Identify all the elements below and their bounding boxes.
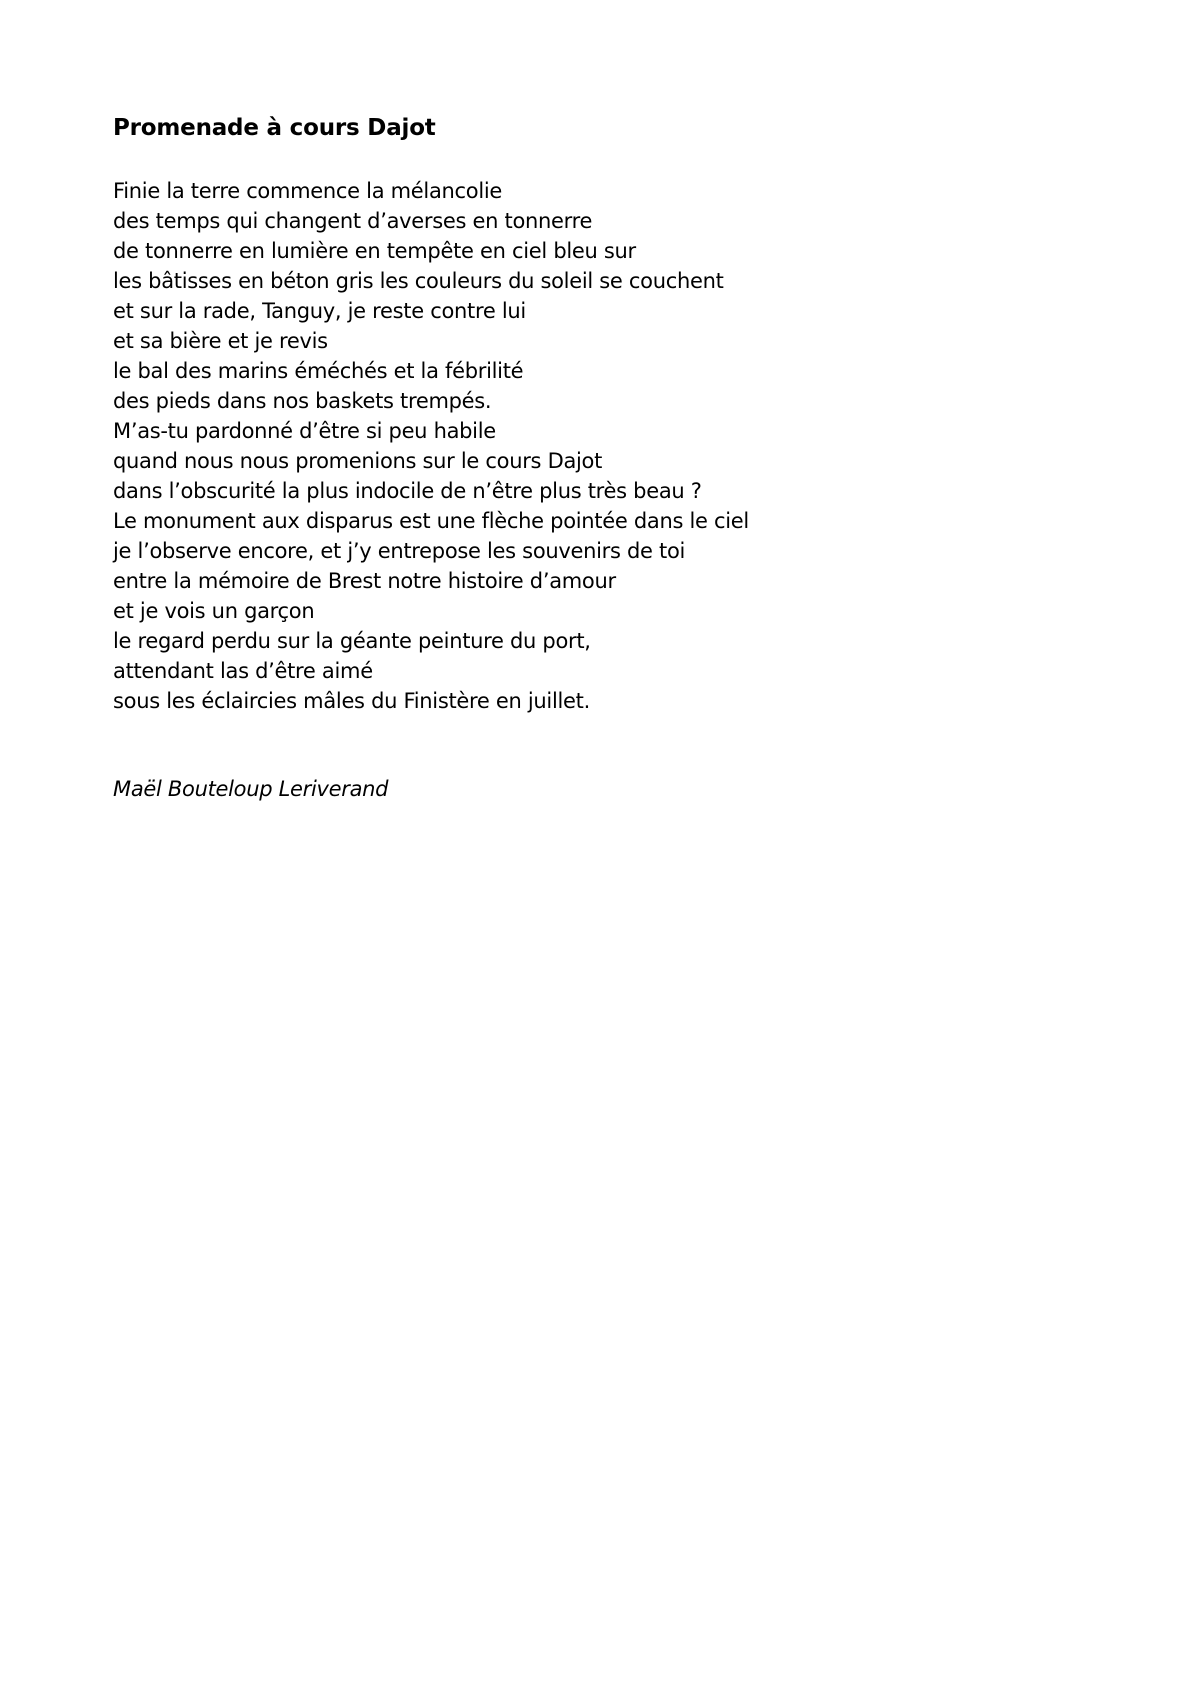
poem-line: attendant las d’être aimé <box>113 659 373 683</box>
poem-line: des pieds dans nos baskets trempés. <box>113 389 492 413</box>
poem-line: et sa bière et je revis <box>113 329 328 353</box>
poem-line: et sur la rade, Tanguy, je reste contre lui <box>113 299 526 323</box>
poem-line: le bal des marins éméchés et la fébrilité <box>113 359 524 383</box>
poem-line: le regard perdu sur la géante peinture du port, <box>113 629 591 653</box>
poem-line: des temps qui changent d’averses en tonnerre <box>113 209 593 233</box>
poem-line: quand nous nous promenions sur le cours Dajot <box>113 449 603 473</box>
poem-line: M’as-tu pardonné d’être si peu habile <box>113 419 496 443</box>
poem-line: Le monument aux disparus est une flèche pointée dans le ciel <box>113 509 749 533</box>
poem-body <box>113 176 749 716</box>
author-signature: Maël Bouteloup Leriverand <box>113 777 389 801</box>
poem-line: Finie la terre commence la mélancolie <box>113 179 503 203</box>
poem-line: et je vois un garçon <box>113 599 315 623</box>
poem-title: Promenade à cours Dajot <box>113 115 436 141</box>
poem-line: de tonnerre en lumière en tempête en ciel bleu sur <box>113 239 636 263</box>
poem-line: dans l’obscurité la plus indocile de n’être plus très beau ? <box>113 479 702 503</box>
poem-line: je l’observe encore, et j’y entrepose les souvenirs de toi <box>113 539 686 563</box>
poem-line: les bâtisses en béton gris les couleurs du soleil se couchent <box>113 269 724 293</box>
poem-line: entre la mémoire de Brest notre histoire d’amour <box>113 569 616 593</box>
poem-line: sous les éclaircies mâles du Finistère en juillet. <box>113 689 590 713</box>
